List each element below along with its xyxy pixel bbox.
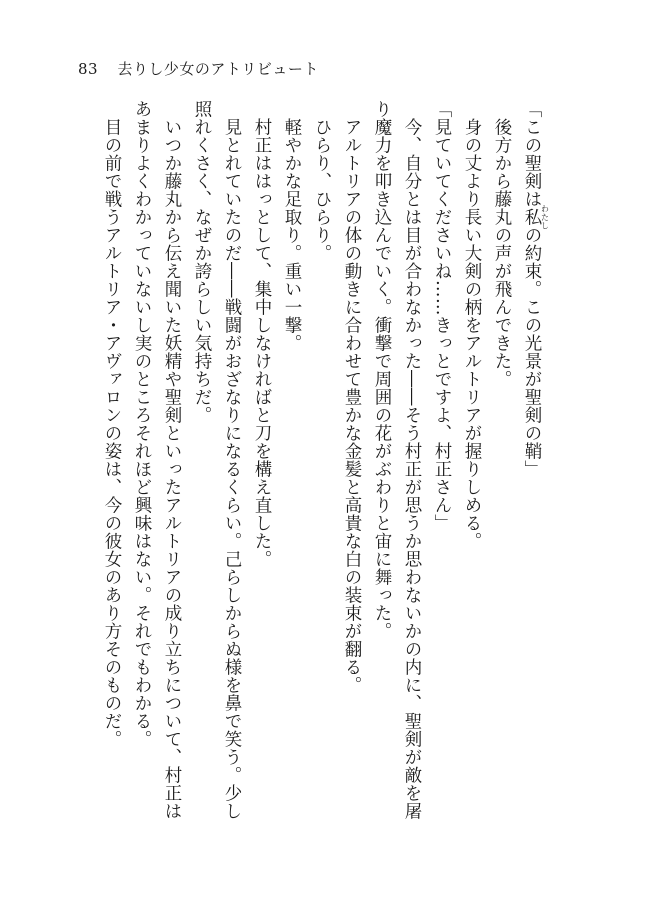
running-title: 去りし少女のアトリビュート xyxy=(117,60,319,78)
text-line: 「見ていてくださいね……きっとですよ、村正さん」 xyxy=(432,100,452,532)
text-line: 後方から藤丸の声が飛んできた。 xyxy=(492,117,512,388)
text-line: ひらり、ひらり。 xyxy=(312,117,332,262)
text-line: り魔力を叩き込んでいく。衝撃で周囲の花がぶわりと宙に舞った。 xyxy=(372,100,392,640)
text-line: いつか藤丸から伝え聞いた妖精や聖剣といったアルトリアの成り立ちについて、村正は xyxy=(162,117,182,820)
text-line: 軽やかな足取り。重い一撃。 xyxy=(282,117,302,352)
running-header xyxy=(78,58,319,79)
text-line: アルトリアの体の動きに合わせて豊かな金髪と高貴な白の装束が翻る。 xyxy=(342,117,362,694)
page-number: 83 xyxy=(78,60,99,78)
vertical-body-text xyxy=(97,100,549,860)
ruby-annotation: 私わたし xyxy=(522,204,550,230)
text-line: 村正ははっとして、集中しなければと刀を構え直した。 xyxy=(252,117,272,568)
text-line: 見とれていたのだ――戦闘がおざなりになるくらい。己らしからぬ様を鼻で笑う。少し xyxy=(222,117,242,820)
text-line: 身の丈より長い大剣の柄をアルトリアが握りしめる。 xyxy=(462,117,482,550)
text-line: 目の前で戦うアルトリア・アヴァロンの姿は、今の彼女のあり方そのものだ。 xyxy=(102,117,122,748)
text-line: 照れくさく、なぜか誇らしい気持ちだ。 xyxy=(192,100,212,424)
text-line: 「この聖剣は私わたしの約束。この光景が聖剣の鞘」 xyxy=(522,100,550,478)
text-line: 今、自分とは目が合わなかった――そう村正が思うか思わないかの内に、聖剣が敵を屠 xyxy=(402,117,422,820)
text-line: あまりよくわかっていないし実のところそれほど興味はない。それでもわかる。 xyxy=(132,100,152,748)
